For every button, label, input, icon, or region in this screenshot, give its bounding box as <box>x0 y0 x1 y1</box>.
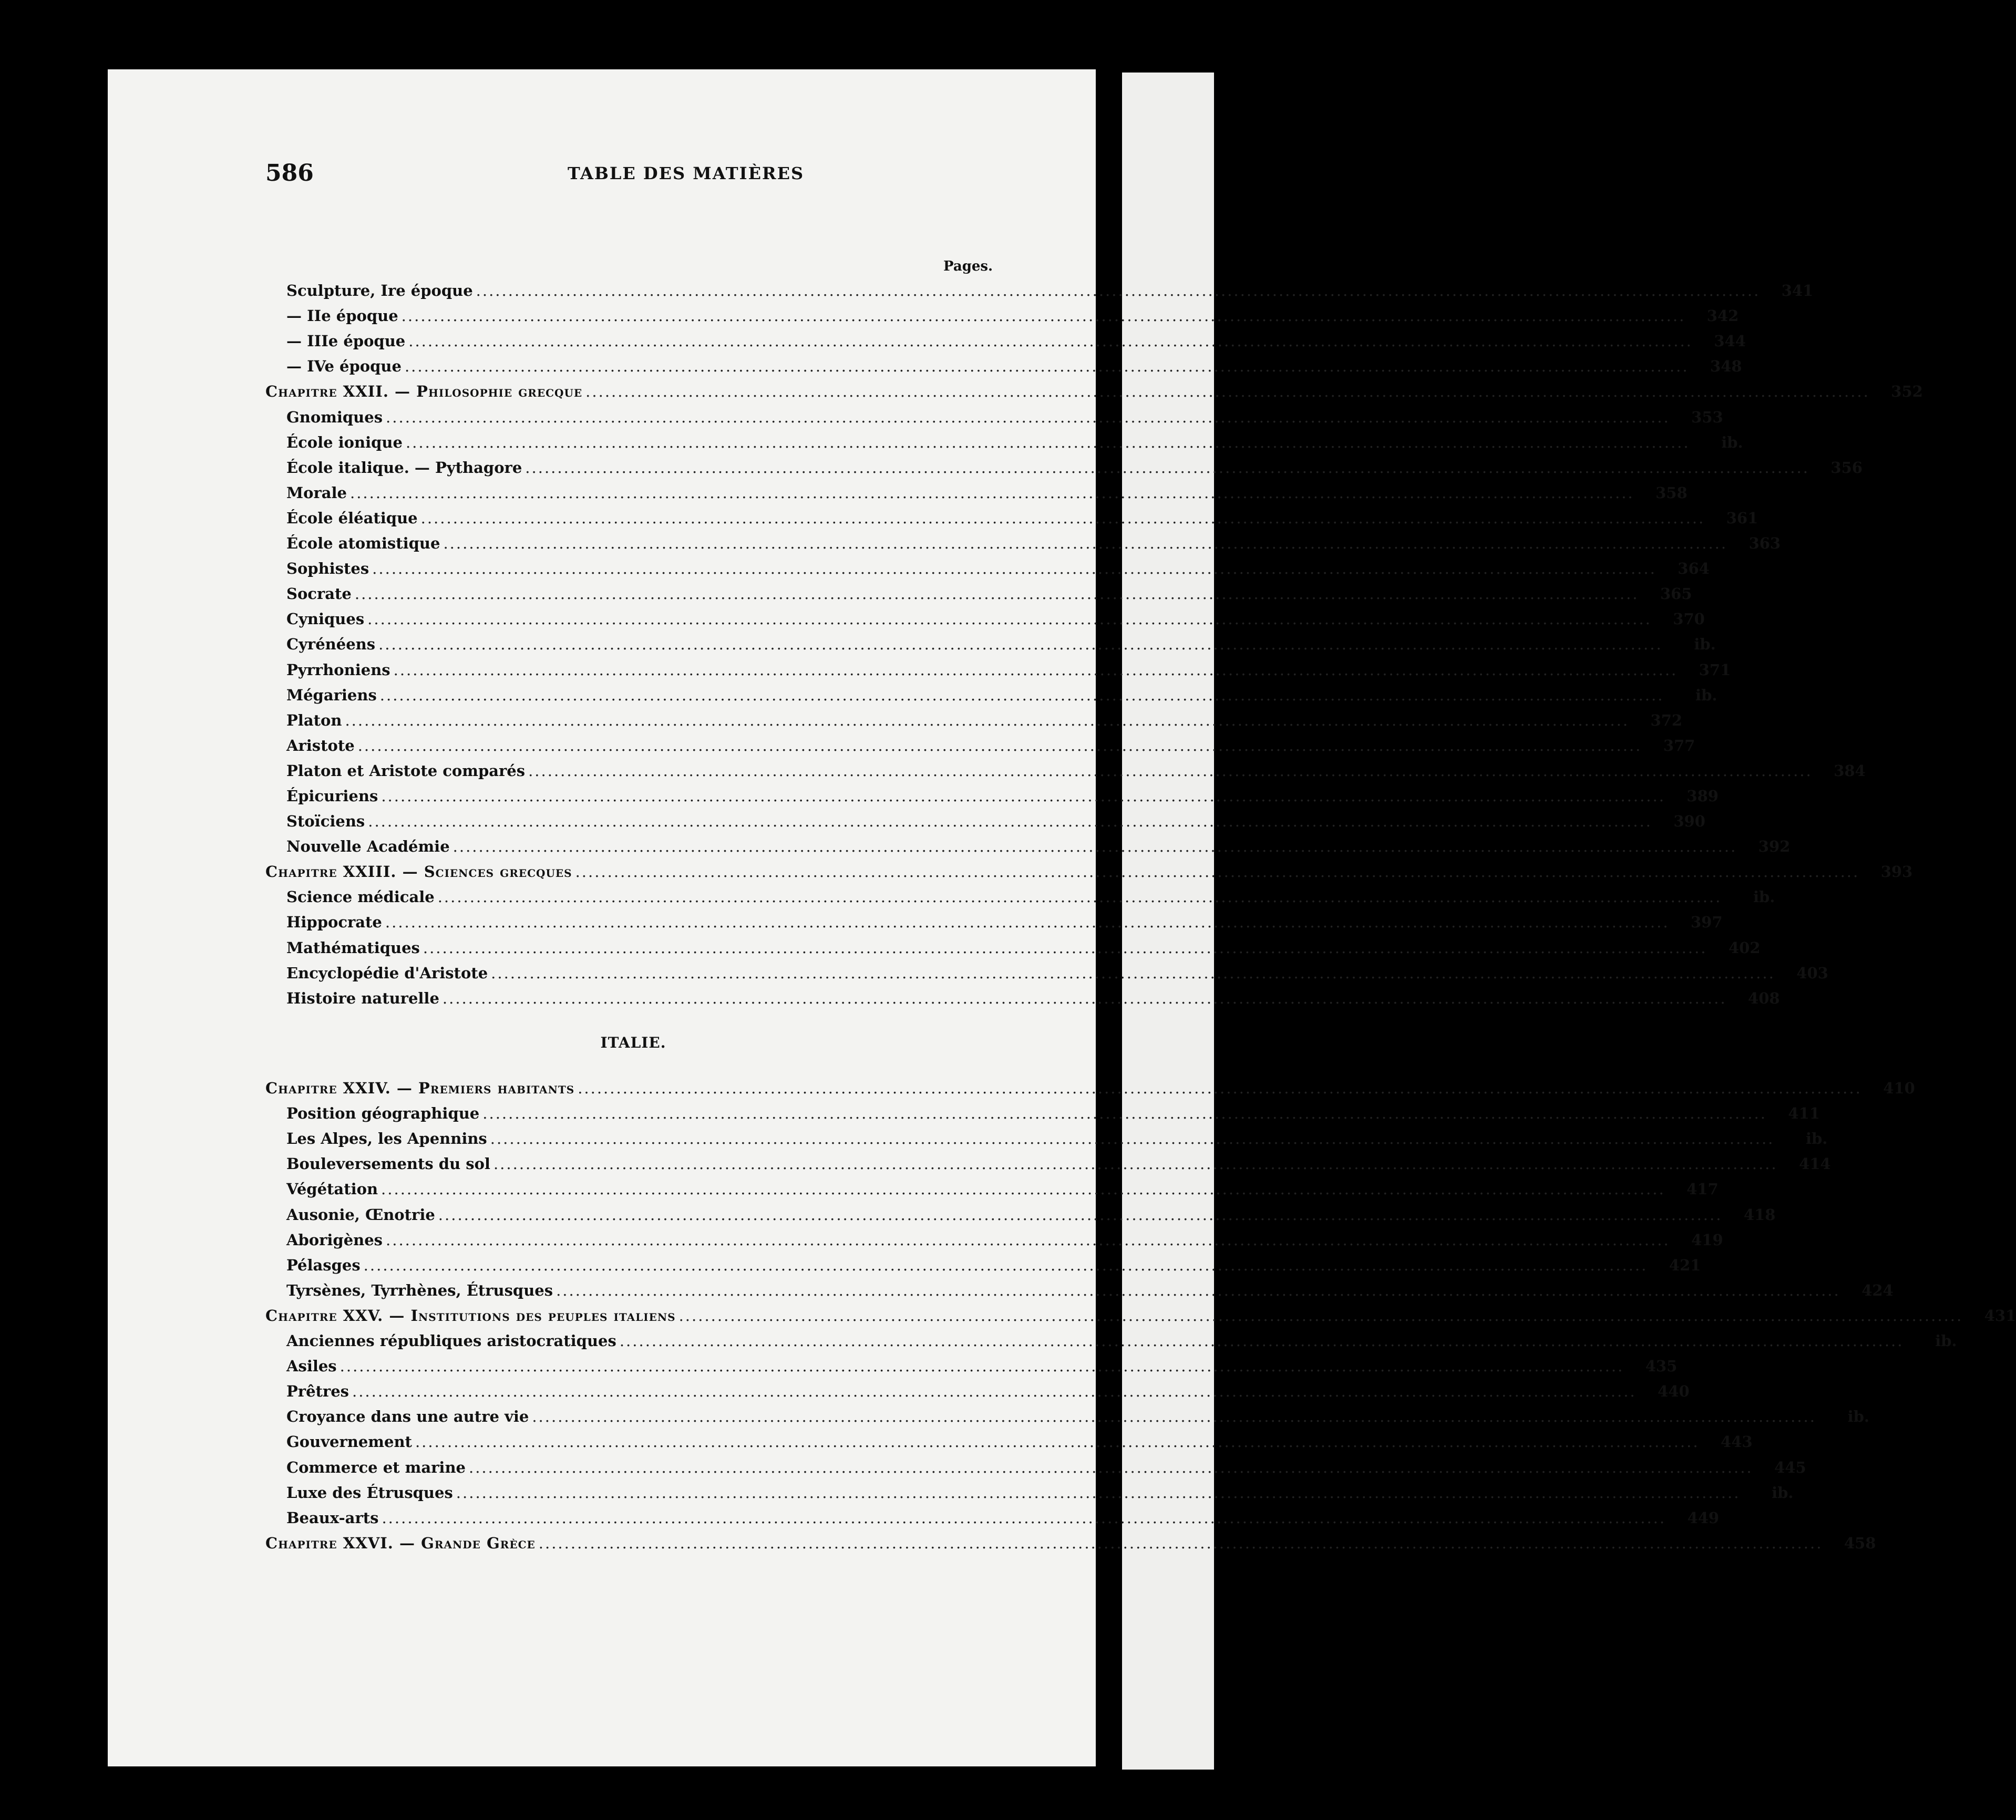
toc-entry-label: Chapitre XXIV. — Premiers habitants <box>265 1079 575 1098</box>
toc-entry <box>265 1451 1806 1476</box>
leader-dots: ........................................................................................................................................................................................................ <box>678 1306 1963 1325</box>
toc-entry-page: 458 <box>1844 1534 1876 1552</box>
toc-entry-page: 435 <box>1645 1357 1678 1376</box>
toc-entry <box>265 830 1791 856</box>
toc-entry-label: École italique. — Pythagore <box>286 458 522 477</box>
toc-entry-label: École éléatique <box>286 509 418 527</box>
toc-entry <box>265 1122 1828 1148</box>
toc-entry <box>265 1249 1701 1274</box>
toc-entry-page: 411 <box>1788 1104 1820 1123</box>
toc-entry-label: Prêtres <box>286 1382 349 1401</box>
leader-dots: ........................................................................................................................................................................................................ <box>349 483 1634 502</box>
toc-entry <box>265 1425 1753 1451</box>
toc-entry-label: Platon et Aristote comparés <box>286 761 526 780</box>
toc-entry-page: 384 <box>1834 761 1866 780</box>
toc-entry-page: ib. <box>1721 433 1743 451</box>
leader-dots: ........................................................................................................................................................................................................ <box>420 509 1705 527</box>
leader-dots: ........................................................................................................................................................................................................ <box>378 635 1663 654</box>
toc-entry-label: Mathématiques <box>286 938 420 957</box>
leader-dots: ........................................................................................................................................................................................................ <box>405 433 1690 451</box>
toc-entry-label: Luxe des Étrusques <box>286 1483 453 1502</box>
toc-entry-page: 353 <box>1691 408 1723 426</box>
leader-dots: ........................................................................................................................................................................................................ <box>532 1408 1816 1426</box>
toc-entry-page: 414 <box>1799 1155 1831 1173</box>
toc-entry-page: 370 <box>1673 610 1705 628</box>
toc-entry-label: Beaux-arts <box>286 1508 379 1527</box>
toc-entry <box>265 577 1692 603</box>
toc-entry <box>265 679 1717 704</box>
toc-entry <box>265 552 1710 578</box>
leader-dots: ........................................................................................................................................................................................................ <box>482 1104 1767 1123</box>
toc-entry-page: 393 <box>1880 863 1913 881</box>
leader-dots: ........................................................................................................................................................................................................ <box>452 837 1737 856</box>
toc-entry-label: Chapitre XXV. — Institutions des peuples italiens <box>265 1306 676 1325</box>
page-number: 586 <box>265 160 314 187</box>
toc-entry <box>265 1274 1894 1299</box>
toc-entry <box>265 754 1866 780</box>
toc-entry <box>265 1476 1794 1502</box>
toc-entry <box>265 603 1705 628</box>
toc-entry-page: ib. <box>1695 686 1717 704</box>
toc-entry <box>265 1400 1869 1426</box>
toc-entry-page: 358 <box>1655 483 1688 502</box>
leader-dots: ........................................................................................................................................................................................................ <box>493 1155 1778 1173</box>
toc-entry-label: Mégariens <box>286 686 377 704</box>
toc-entry <box>265 982 1780 1007</box>
leader-dots: ........................................................................................................................................................................................................ <box>382 1508 1667 1527</box>
toc-entry-label: Les Alpes, les Apennins <box>286 1130 487 1148</box>
toc-entry-label: Hippocrate <box>286 913 382 932</box>
toc-entry-page: 418 <box>1743 1205 1776 1224</box>
leader-dots: ........................................................................................................................................................................................................ <box>354 585 1639 603</box>
leader-dots: ........................................................................................................................................................................................................ <box>490 1130 1775 1148</box>
toc-entry <box>265 931 1761 957</box>
toc-entry-page: 356 <box>1830 458 1863 477</box>
toc-entry-label: École ionique <box>286 433 403 451</box>
toc-entry <box>265 299 1739 325</box>
toc-entry-page: ib. <box>1847 1408 1869 1426</box>
toc-list-italie <box>265 1072 2016 1552</box>
toc-entry <box>265 1198 1776 1224</box>
toc-entry-page: 449 <box>1687 1508 1720 1527</box>
toc-entry-label: — IIIe époque <box>286 332 406 350</box>
toc-chapter-entry <box>265 1072 1915 1098</box>
leader-dots: ........................................................................................................................................................................................................ <box>386 1230 1670 1249</box>
leader-dots: ........................................................................................................................................................................................................ <box>556 1281 1840 1299</box>
toc-entry <box>265 451 1863 477</box>
leader-dots: ........................................................................................................................................................................................................ <box>408 332 1693 350</box>
leader-dots: ........................................................................................................................................................................................................ <box>340 1357 1624 1376</box>
leader-dots: ........................................................................................................................................................................................................ <box>357 736 1642 754</box>
toc-entry-label: — IIe époque <box>286 307 398 325</box>
toc-entry-page: 352 <box>1891 382 1923 401</box>
leader-dots: ........................................................................................................................................................................................................ <box>381 1180 1665 1198</box>
leader-dots: ........................................................................................................................................................................................................ <box>415 1433 1700 1451</box>
leader-dots: ........................................................................................................................................................................................................ <box>345 711 1630 729</box>
toc-entry-label: Épicuriens <box>286 787 378 805</box>
toc-entry <box>265 502 1758 527</box>
toc-entry-page: ib. <box>1753 888 1775 906</box>
leader-dots: ........................................................................................................................................................................................................ <box>401 307 1686 325</box>
pages-column-label: Pages. <box>943 258 993 274</box>
toc-entry-page: 365 <box>1660 585 1692 603</box>
toc-entry <box>265 906 1723 932</box>
toc-entry-label: Gnomiques <box>286 408 383 426</box>
leader-dots: ........................................................................................................................................................................................................ <box>363 1256 1648 1274</box>
toc-entry <box>265 1224 1723 1249</box>
leader-dots: ........................................................................................................................................................................................................ <box>578 1079 1862 1098</box>
toc-entry-page: 371 <box>1699 660 1731 679</box>
toc-entry-label: Chapitre XXVI. — Grande Grèce <box>265 1534 536 1552</box>
toc-entry <box>265 477 1688 502</box>
toc-entry-page: 344 <box>1714 332 1746 350</box>
toc-entry-page: 408 <box>1748 989 1780 1007</box>
toc-entry-page: 419 <box>1691 1230 1723 1249</box>
toc-entry-label: Nouvelle Académie <box>286 837 450 856</box>
toc-entry-page: 348 <box>1710 357 1742 376</box>
toc-entry <box>265 1173 1719 1198</box>
toc-entry-label: Science médicale <box>286 888 435 906</box>
leader-dots: ........................................................................................................................................................................................................ <box>575 863 1860 881</box>
toc-entry-page: 363 <box>1748 534 1781 553</box>
leader-dots: ........................................................................................................................................................................................................ <box>368 812 1652 831</box>
toc-entry-label: Gouvernement <box>286 1433 412 1451</box>
toc-entry-page: ib. <box>1935 1332 1957 1350</box>
leader-dots: ........................................................................................................................................................................................................ <box>379 686 1664 704</box>
toc-entry <box>265 1147 1831 1173</box>
toc-entry <box>265 957 1828 982</box>
toc-entry-page: 390 <box>1673 812 1705 831</box>
leader-dots: ........................................................................................................................................................................................................ <box>443 534 1728 553</box>
toc-entry-label: Croyance dans une autre vie <box>286 1408 529 1426</box>
toc-entry-page: 403 <box>1796 964 1828 982</box>
leader-dots: ........................................................................................................................................................................................................ <box>468 1458 1753 1476</box>
toc-entry <box>265 628 1716 654</box>
toc-entry <box>265 274 1814 300</box>
leader-dots: ........................................................................................................................................................................................................ <box>423 938 1708 957</box>
leader-dots: ........................................................................................................................................................................................................ <box>381 787 1665 805</box>
toc-entry <box>265 527 1781 553</box>
toc-entry-label: Ausonie, Œnotrie <box>286 1205 435 1224</box>
leader-dots: ........................................................................................................................................................................................................ <box>585 382 1870 401</box>
toc-entry-label: Platon <box>286 711 342 729</box>
toc-list-greece <box>265 274 1923 1007</box>
toc-entry <box>265 350 1742 376</box>
toc-entry-page: 424 <box>1861 1281 1894 1299</box>
toc-chapter-entry <box>265 1527 1876 1552</box>
toc-chapter-entry <box>265 375 1923 401</box>
toc-entry-label: Commerce et marine <box>286 1458 466 1476</box>
toc-entry-label: Sophistes <box>286 560 369 578</box>
toc-entry-page: 440 <box>1658 1382 1690 1401</box>
toc-entry-page: 389 <box>1686 787 1719 805</box>
toc-entry-page: 443 <box>1721 1433 1753 1451</box>
toc-entry <box>265 780 1719 805</box>
toc-entry-label: Morale <box>286 483 347 502</box>
toc-entry-label: Aristote <box>286 736 355 754</box>
toc-entry <box>265 881 1775 906</box>
section-heading-italie: ITALIE. <box>600 1034 666 1051</box>
page-header <box>265 150 1001 197</box>
leader-dots: ........................................................................................................................................................................................................ <box>367 610 1652 628</box>
toc-entry-page: ib. <box>1772 1483 1794 1502</box>
toc-entry-label: Pélasges <box>286 1256 361 1274</box>
toc-entry-page: 372 <box>1650 711 1683 729</box>
toc-entry-page: 410 <box>1883 1079 1915 1098</box>
leader-dots: ........................................................................................................................................................................................................ <box>438 1205 1723 1224</box>
toc-entry-page: ib. <box>1694 635 1716 654</box>
toc-entry-label: Chapitre XXIII. — Sciences grecques <box>265 863 572 881</box>
leader-dots: ........................................................................................................................................................................................................ <box>404 357 1689 376</box>
toc-entry-label: Asiles <box>286 1357 337 1376</box>
toc-entry-page: 377 <box>1663 736 1695 754</box>
toc-entry <box>265 426 1743 451</box>
running-title: TABLE DES MATIÈRES <box>567 163 805 183</box>
leader-dots: ........................................................................................................................................................................................................ <box>385 913 1670 932</box>
toc-entry-label: Position géographique <box>286 1104 480 1123</box>
toc-entry-label: Stoïciens <box>286 812 365 831</box>
toc-entry-label: Cyniques <box>286 610 365 628</box>
toc-entry <box>265 1325 1957 1350</box>
toc-entry <box>265 325 1746 350</box>
leader-dots: ........................................................................................................................................................................................................ <box>386 408 1670 426</box>
leader-dots: ........................................................................................................................................................................................................ <box>528 761 1813 780</box>
toc-entry-page: ib. <box>1806 1130 1828 1148</box>
toc-entry-label: Sculpture, Ire époque <box>286 282 473 300</box>
toc-entry-label: Encyclopédie d'Aristote <box>286 964 488 982</box>
leader-dots: ........................................................................................................................................................................................................ <box>442 989 1727 1007</box>
toc-entry <box>265 400 1723 426</box>
leader-dots: ........................................................................................................................................................................................................ <box>619 1332 1904 1350</box>
toc-entry-page: 397 <box>1691 913 1723 932</box>
leader-dots: ........................................................................................................................................................................................................ <box>538 1534 1823 1552</box>
toc-entry <box>265 1350 1678 1376</box>
toc-entry-page: 445 <box>1774 1458 1806 1476</box>
toc-entry-label: Histoire naturelle <box>286 989 439 1007</box>
toc-entry <box>265 1375 1690 1401</box>
toc-entry <box>265 1097 1820 1123</box>
toc-entry <box>265 805 1705 831</box>
leader-dots: ........................................................................................................................................................................................................ <box>491 964 1775 982</box>
toc-entry-page: 364 <box>1678 560 1710 578</box>
toc-entry-label: Anciennes républiques aristocratiques <box>286 1332 616 1350</box>
toc-entry-page: 402 <box>1728 938 1761 957</box>
toc-chapter-entry <box>265 1299 2016 1325</box>
toc-entry <box>265 653 1731 679</box>
leader-dots: ........................................................................................................................................................................................................ <box>437 888 1722 906</box>
toc-entry-page: 341 <box>1781 282 1814 300</box>
toc-entry-label: Cyrénéens <box>286 635 376 654</box>
toc-entry <box>265 1502 1720 1527</box>
toc-entry-label: École atomistique <box>286 534 440 553</box>
toc-entry-label: Végétation <box>286 1180 378 1198</box>
toc-chapter-entry <box>265 855 1913 881</box>
leader-dots: ........................................................................................................................................................................................................ <box>476 282 1761 300</box>
toc-entry-page: 431 <box>1984 1306 2016 1325</box>
leader-dots: ........................................................................................................................................................................................................ <box>525 458 1809 477</box>
leader-dots: ........................................................................................................................................................................................................ <box>352 1382 1637 1401</box>
toc-entry-page: 417 <box>1686 1180 1719 1198</box>
toc-entry-label: Aborigènes <box>286 1230 383 1249</box>
toc-entry-label: Bouleversements du sol <box>286 1155 490 1173</box>
toc-entry-label: Tyrsènes, Tyrrhènes, Étrusques <box>286 1281 553 1299</box>
toc-entry-label: Socrate <box>286 585 352 603</box>
toc-entry-label: Chapitre XXII. — Philosophie grecque <box>265 382 583 401</box>
leader-dots: ........................................................................................................................................................................................................ <box>456 1483 1741 1502</box>
leader-dots: ........................................................................................................................................................................................................ <box>372 560 1657 578</box>
toc-entry-label: Pyrrhoniens <box>286 660 390 679</box>
toc-entry-page: 392 <box>1758 837 1791 856</box>
leader-dots: ........................................................................................................................................................................................................ <box>393 660 1678 679</box>
toc-entry-label: — IVe époque <box>286 357 402 376</box>
toc-entry-page: 361 <box>1726 509 1758 527</box>
toc-entry-page: 421 <box>1669 1256 1701 1274</box>
toc-entry <box>265 704 1683 729</box>
toc-entry <box>265 729 1695 754</box>
toc-entry-page: 342 <box>1706 307 1739 325</box>
